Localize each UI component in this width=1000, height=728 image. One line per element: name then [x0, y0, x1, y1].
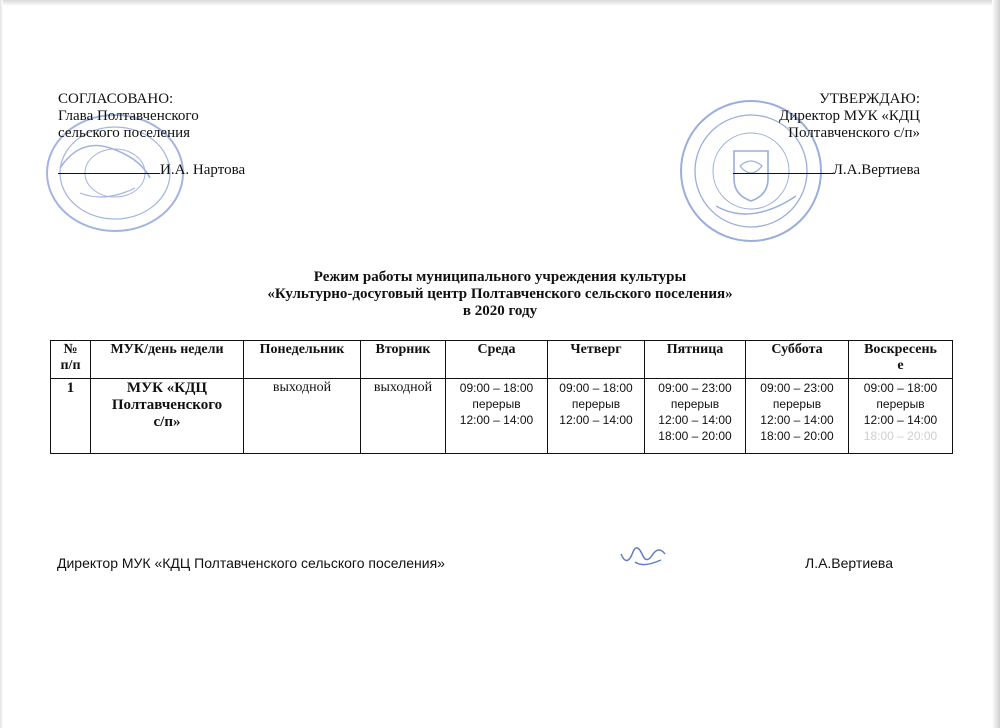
header-friday: Пятница: [645, 341, 746, 379]
header-sunday: [849, 341, 953, 379]
scan-edge-top: [0, 0, 1000, 6]
sunday-break-label: перерыв: [876, 397, 925, 411]
header-number-line2: п/п: [60, 358, 81, 373]
saturday-break-label: перерыв: [772, 397, 822, 411]
approved-name: Л.А.Вертиева: [832, 162, 920, 178]
title-line3: в 2020 году: [462, 303, 538, 319]
cell-saturday: [746, 379, 849, 454]
cell-sunday: [849, 379, 953, 454]
approved-position-line2: Полтавченского с/п»: [788, 125, 920, 141]
agreed-name: И.А. Нартова: [160, 162, 246, 178]
title-line1: Режим работы муниципального учреждения культуры: [313, 269, 687, 285]
friday-hours: 09:00 – 23:00: [658, 381, 732, 395]
cell-wednesday: [446, 379, 548, 454]
friday-break-label: перерыв: [670, 397, 720, 411]
saturday-break-1: 12:00 – 14:00: [760, 413, 834, 427]
header-sunday-line2: е: [897, 358, 904, 373]
header-thursday: Четверг: [548, 341, 645, 379]
agreed-position-line1: Глава Полтавченского: [58, 108, 199, 124]
approved-signature-row: [733, 159, 920, 179]
row-org-line3: с/п»: [153, 414, 181, 430]
approved-position-line1: Директор МУК «КДЦ: [779, 108, 920, 124]
cell-tuesday: выходной: [361, 379, 446, 454]
cell-friday: [645, 379, 746, 454]
row-org: [91, 379, 244, 454]
wednesday-break-label: перерыв: [472, 397, 521, 411]
table-header-row: [51, 341, 953, 379]
thursday-hours: 09:00 – 18:00: [559, 381, 633, 395]
header-org: МУК/день недели: [91, 341, 244, 379]
agreed-heading: СОГЛАСОВАНО:: [58, 91, 174, 107]
footer-director-name: Л.А.Вертиева: [805, 555, 893, 571]
thursday-break-1: 12:00 – 14:00: [559, 413, 633, 427]
sunday-break-2: 18:00 – 20:00: [863, 429, 938, 443]
header-number-line1: №: [63, 342, 78, 357]
saturday-break-2: 18:00 – 20:00: [760, 429, 834, 443]
header-tuesday: Вторник: [361, 341, 446, 379]
friday-break-1: 12:00 – 14:00: [658, 413, 732, 427]
footer-director-title: Директор МУК «КДЦ Полтавченского сельского поселения»: [57, 555, 445, 571]
sunday-hours: 09:00 – 18:00: [863, 381, 938, 395]
saturday-hours: 09:00 – 23:00: [760, 381, 834, 395]
agreed-signature-row: [58, 159, 245, 179]
friday-break-2: 18:00 – 20:00: [658, 429, 732, 443]
row-org-line2: Полтавченского: [111, 397, 223, 413]
wednesday-break-1: 12:00 – 14:00: [459, 413, 534, 427]
title-line2: «Культурно-досуговый центр Полтавченского сельского поселения»: [267, 286, 733, 302]
cell-monday: выходной: [244, 379, 361, 454]
schedule-table: [50, 340, 953, 454]
approved-heading: УТВЕРЖДАЮ:: [819, 91, 920, 107]
thursday-break-label: перерыв: [571, 397, 621, 411]
document-title: [0, 269, 1000, 320]
sunday-break-1: 12:00 – 14:00: [863, 413, 938, 427]
agreed-block: [58, 91, 245, 179]
header-saturday: Суббота: [746, 341, 849, 379]
row-org-line1: МУК «КДЦ: [126, 380, 208, 396]
table-row: [51, 379, 953, 454]
header-number: [51, 341, 91, 379]
agreed-position-line2: сельского поселения: [58, 125, 191, 141]
header-wednesday: Среда: [446, 341, 548, 379]
approved-block: [733, 91, 920, 179]
wednesday-hours: 09:00 – 18:00: [459, 381, 534, 395]
scan-edge-right: [992, 0, 1000, 728]
approved-signature-line: [733, 159, 833, 174]
agreed-signature-line: [58, 159, 160, 174]
header-monday: Понедельник: [244, 341, 361, 379]
header-sunday-line1: Воскресень: [864, 342, 937, 357]
handwritten-signature-icon: [615, 540, 675, 576]
cell-thursday: [548, 379, 645, 454]
row-number: 1: [51, 379, 91, 454]
scan-edge-left: [0, 0, 3, 728]
